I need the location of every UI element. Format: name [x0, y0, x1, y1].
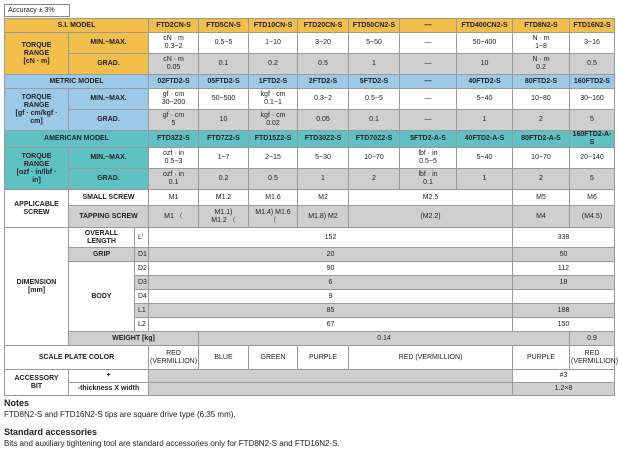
accessory-plus-value: #3: [513, 370, 615, 383]
tapping-screw-1: M1 （: [149, 206, 199, 228]
small-screw-5: M2.5: [349, 190, 513, 206]
metric-model-3: 1FTD2-S: [249, 75, 298, 89]
si-torque-label: TORQUE RANGE [cN · m]: [5, 33, 69, 75]
american-grad-7: 1: [457, 169, 513, 190]
metric-minmax-3: kgf · cm 0.1~1: [249, 89, 298, 110]
si-model-7: FTD400CN2-S: [457, 19, 513, 33]
si-grad-4: 0.5: [298, 54, 349, 75]
overall-length-label: OVERALL LENGTH: [69, 228, 135, 248]
american-grad-4: 1: [298, 169, 349, 190]
si-grad-3: 0.2: [249, 54, 298, 75]
dim-D1-small: 20: [149, 248, 513, 262]
dim-L1-small: 85: [149, 304, 513, 318]
american-minmax-6: lbf · in 0.5~5: [400, 148, 457, 169]
american-grad-3: 0.5: [249, 169, 298, 190]
si-grad-label: GRAD.: [69, 54, 149, 75]
si-model-label: S.I. MODEL: [5, 19, 149, 33]
american-minmax-label: MIN.~MAX.: [69, 148, 149, 169]
metric-grad-4: 0.05: [298, 110, 349, 131]
si-minmax-6: —: [400, 33, 457, 54]
si-minmax-7: 50~400: [457, 33, 513, 54]
small-screw-label: SMALL SCREW: [69, 190, 149, 206]
small-screw-1: M1: [149, 190, 199, 206]
accessory-thick-label: -thickness X width: [69, 383, 149, 396]
american-grad-6: lbf · in 0.1: [400, 169, 457, 190]
weight-small: 0.14: [199, 332, 570, 346]
scale-color-5: RED (VERMILLION): [349, 346, 513, 370]
si-minmax-5: 5~50: [349, 33, 400, 54]
dim-L2-large: 150: [513, 318, 615, 332]
si-minmax-4: 3~20: [298, 33, 349, 54]
american-minmax-5: 10~70: [349, 148, 400, 169]
small-screw-2: M1.2: [199, 190, 249, 206]
scale-color-2: BLUE: [199, 346, 249, 370]
standard-accessories-title: Standard accessories: [4, 427, 98, 437]
american-minmax-7: 5~40: [457, 148, 513, 169]
tapping-screw-5: (M2.2): [349, 206, 513, 228]
american-grad-9: 5: [570, 169, 615, 190]
scale-color-3: GREEN: [249, 346, 298, 370]
si-minmax-8: N · m 1~8: [513, 33, 570, 54]
metric-model-9: 160FTD2-S: [570, 75, 615, 89]
metric-model-7: 40FTD2-S: [457, 75, 513, 89]
metric-torque-label: TORQUE RANGE [gf · cm/kgf · cm]: [5, 89, 69, 131]
body-label: BODY: [69, 262, 135, 332]
weight-label: WEIGHT [kg]: [69, 332, 199, 346]
small-screw-7: M6: [570, 190, 615, 206]
dim-D1-large: 50: [513, 248, 615, 262]
metric-grad-6: —: [400, 110, 457, 131]
si-minmax-3: 1~10: [249, 33, 298, 54]
dim-L2-small: 67: [149, 318, 513, 332]
american-minmax-4: 5~30: [298, 148, 349, 169]
metric-model-1: 02FTD2-S: [149, 75, 199, 89]
american-minmax-8: 10~70: [513, 148, 570, 169]
american-model-2: FTD7Z2-S: [199, 131, 249, 148]
tapping-screw-2: M1.1) M1.2 （: [199, 206, 249, 228]
dim-L-small: 152: [149, 228, 513, 248]
notes-title: Notes: [4, 398, 30, 408]
metric-grad-9: 5: [570, 110, 615, 131]
american-model-7: 40FTD2-A-S: [457, 131, 513, 148]
metric-minmax-8: 10~80: [513, 89, 570, 110]
dim-D4-small: 9: [149, 290, 513, 304]
dim-D2-sym: D2: [135, 262, 149, 276]
tapping-screw-6: M4: [513, 206, 570, 228]
dim-L-large: 338: [513, 228, 615, 248]
metric-minmax-4: 0.3~2: [298, 89, 349, 110]
metric-model-4: 2FTD2-S: [298, 75, 349, 89]
dim-L1-large: 188: [513, 304, 615, 318]
metric-grad-8: 2: [513, 110, 570, 131]
american-grad-1: ozf · in 0.1: [149, 169, 199, 190]
american-torque-label: TORQUE RANGE [ozf · in/lbf · in]: [5, 148, 69, 190]
screw-label: APPLICABLE SCREW: [5, 190, 69, 228]
dim-D4-sym: D4: [135, 290, 149, 304]
metric-minmax-6: —: [400, 89, 457, 110]
american-grad-5: 2: [349, 169, 400, 190]
american-model-3: FTD15Z2-S: [249, 131, 298, 148]
accessory-plus-label: +: [69, 370, 149, 383]
metric-minmax-7: 5~40: [457, 89, 513, 110]
si-model-5: FTD50CN2-S: [349, 19, 400, 33]
si-minmax-9: 3~16: [570, 33, 615, 54]
spec-table: [4, 18, 618, 396]
american-grad-label: GRAD.: [69, 169, 149, 190]
tapping-screw-7: (M4.5): [570, 206, 615, 228]
american-model-4: FTD30Z2-S: [298, 131, 349, 148]
accessory-thick-value: 1.2×8: [513, 383, 615, 396]
metric-minmax-2: 50~500: [199, 89, 249, 110]
si-model-3: FTD10CN-S: [249, 19, 298, 33]
american-model-label: AMERICAN MODEL: [5, 131, 149, 148]
si-minmax-1: cN · m 0.3~2: [149, 33, 199, 54]
american-minmax-2: 1~7: [199, 148, 249, 169]
scale-color-4: PURPLE: [298, 346, 349, 370]
tapping-screw-4: M1.8) M2: [298, 206, 349, 228]
accessory-thick-empty: [149, 383, 513, 396]
tapping-screw-3: M1.4) M1.6 （: [249, 206, 298, 228]
small-screw-4: M2: [298, 190, 349, 206]
scale-color-label: SCALE PLATE COLOR: [5, 346, 149, 370]
american-minmax-9: 20~140: [570, 148, 615, 169]
metric-model-6: —: [400, 75, 457, 89]
grip-label: GRIP: [69, 248, 135, 262]
si-model-2: FTD5CN-S: [199, 19, 249, 33]
metric-grad-label: GRAD.: [69, 110, 149, 131]
metric-grad-2: 10: [199, 110, 249, 131]
accessory-plus-empty: [149, 370, 513, 383]
si-model-6: —: [400, 19, 457, 33]
si-grad-2: 0.1: [199, 54, 249, 75]
small-screw-3: M1.6: [249, 190, 298, 206]
dim-D3-large: 18: [513, 276, 615, 290]
dim-L2-sym: L2: [135, 318, 149, 332]
dim-D2-large: 112: [513, 262, 615, 276]
tapping-screw-label: TAPPING SCREW: [69, 206, 149, 228]
accessory-label: ACCESSORY BIT: [5, 370, 69, 396]
metric-grad-7: 1: [457, 110, 513, 131]
dim-D1-sym: D1: [135, 248, 149, 262]
standard-accessories-text: Bits and auxiliary tightening tool are standard accessories only for FTD8N2-S and FTD16N2-S.: [4, 439, 340, 448]
si-grad-5: 1: [349, 54, 400, 75]
si-grad-9: 0.5: [570, 54, 615, 75]
american-grad-2: 0.2: [199, 169, 249, 190]
notes-section: [4, 398, 596, 456]
accuracy-label: Accuracy ± 3%: [4, 4, 70, 17]
metric-model-label: METRIC MODEL: [5, 75, 149, 89]
metric-minmax-1: gf · cm 30~200: [149, 89, 199, 110]
scale-color-6: PURPLE: [513, 346, 570, 370]
notes-text: FTD8N2-S and FTD16N2-S tips are square drive type (6.35 mm).: [4, 410, 236, 419]
dim-D2-small: 90: [149, 262, 513, 276]
small-screw-6: M5: [513, 190, 570, 206]
metric-minmax-label: MIN.~MAX.: [69, 89, 149, 110]
dim-D3-sym: D3: [135, 276, 149, 290]
metric-grad-5: 0.1: [349, 110, 400, 131]
scale-color-1: RED (VERMILLION): [149, 346, 199, 370]
american-model-8: 80FTD2-A-S: [513, 131, 570, 148]
si-grad-6: —: [400, 54, 457, 75]
dimension-label: DIMENSION [mm]: [5, 228, 69, 346]
dim-L1-sym: L1: [135, 304, 149, 318]
metric-grad-1: gf · cm 5: [149, 110, 199, 131]
metric-model-5: 5FTD2-S: [349, 75, 400, 89]
si-model-8: FTD8N2-S: [513, 19, 570, 33]
metric-minmax-5: 0.5~5: [349, 89, 400, 110]
si-model-1: FTD2CN-S: [149, 19, 199, 33]
american-model-6: 5FTD2-A-S: [400, 131, 457, 148]
si-grad-1: cN · m 0.05: [149, 54, 199, 75]
metric-model-8: 80FTD2-S: [513, 75, 570, 89]
dim-D4-empty: [513, 290, 615, 304]
si-minmax-label: MIN.~MAX.: [69, 33, 149, 54]
american-minmax-1: ozf · in 0.5~3: [149, 148, 199, 169]
si-grad-8: N · m 0.2: [513, 54, 570, 75]
american-model-5: FTD70Z2-S: [349, 131, 400, 148]
dim-L-sym: L': [135, 228, 149, 248]
scale-color-7: RED (VERMILLION): [570, 346, 615, 370]
si-minmax-2: 0.5~5: [199, 33, 249, 54]
si-grad-7: 10: [457, 54, 513, 75]
dim-D3-small: 6: [149, 276, 513, 290]
american-model-1: FTD3Z2-S: [149, 131, 199, 148]
si-model-9: FTD16N2-S: [570, 19, 615, 33]
metric-grad-3: kgf · cm 0.02: [249, 110, 298, 131]
american-model-9: 160FTD2-A-S: [570, 131, 615, 148]
metric-model-2: 05FTD2-S: [199, 75, 249, 89]
weight-ftd8: 0.9: [570, 332, 615, 346]
american-minmax-3: 2~15: [249, 148, 298, 169]
metric-minmax-9: 30~160: [570, 89, 615, 110]
si-model-4: FTD20CN-S: [298, 19, 349, 33]
american-grad-8: 2: [513, 169, 570, 190]
